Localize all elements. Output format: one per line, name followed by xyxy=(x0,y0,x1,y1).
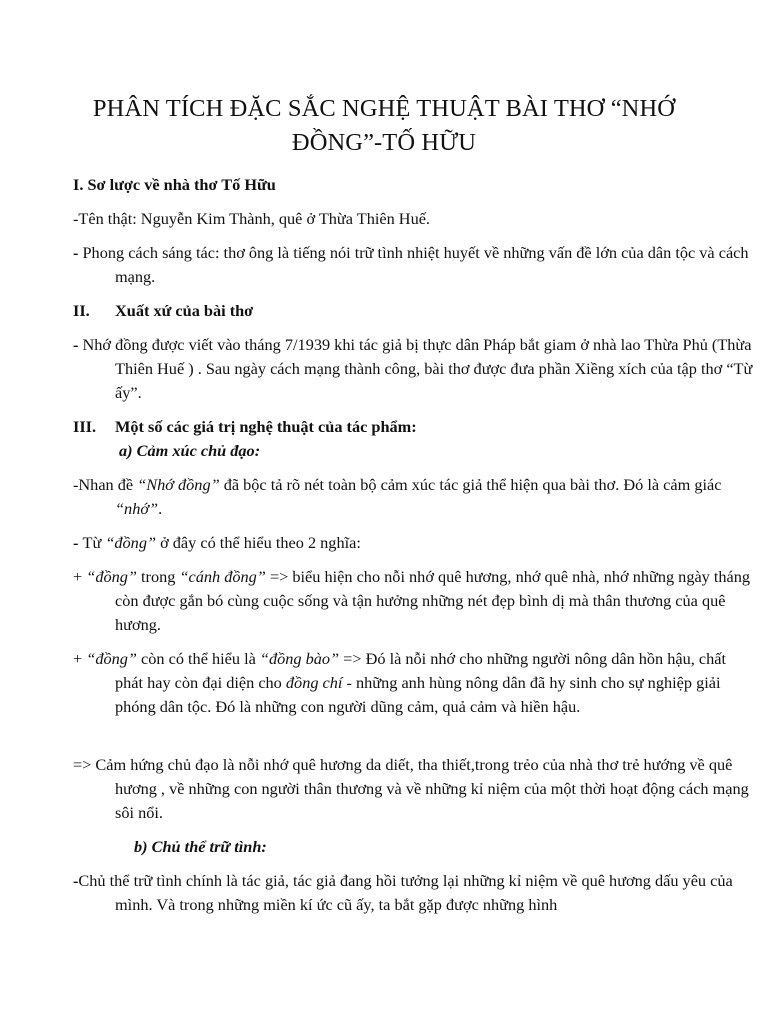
italic-quote: “đồng” xyxy=(86,649,137,668)
section-title: Một số các giá trị nghệ thuật của tác phẩm: xyxy=(115,417,417,436)
italic-quote: “đồng bào” xyxy=(259,649,340,668)
text-run: - những anh hùng nông dân đã hy sinh cho sự nghiệp giải phóng dân tộc. Đó là những con người dũng cảm, quả cảm và hiền hậu. xyxy=(115,673,721,716)
section-3-conclusion: => Cảm hứng chủ đạo là nỗi nhớ quê hương da diết, tha thiết,trong trẻo của nhà thơ trẻ hướng về quê hương , về những con người thân thương và về những kỉ niệm của một thời hoạt động cách mạng sôi nổi. xyxy=(73,755,749,822)
section-title: Xuất xứ của bài thơ xyxy=(115,301,254,320)
dash-marker: - xyxy=(73,335,83,354)
title-line-2: ĐỒNG”-TỐ HỮU xyxy=(291,129,477,156)
italic-quote: “nhớ” xyxy=(115,499,159,518)
dash-marker: - xyxy=(73,533,83,552)
text-run: => biểu hiện cho nỗi nhớ quê hương, nhớ quê nhà, nhớ những ngày tháng còn được gắn bó cùng cuộc sống và tận hưởng những nét đẹp bình dị mà thân thương của quê hương. xyxy=(115,567,751,634)
section-3-paragraph-1 xyxy=(73,473,755,521)
text-run: Từ xyxy=(82,533,106,552)
dash-marker: - xyxy=(73,243,83,262)
dash-marker: - xyxy=(73,871,79,890)
paragraph-text: Nhớ đồng được viết vào tháng 7/1939 khi tác giả bị thực dân Pháp bắt giam ở nhà lao Thừa Phủ (Thừa Thiên Huế ) . Sau ngày cách mạng thành công, bài thơ được đưa phần Xiềng xích của tập thơ “Từ ấy”. xyxy=(82,335,753,402)
section-2-heading xyxy=(73,299,713,323)
text-run: + xyxy=(73,649,87,668)
section-3-paragraph-2 xyxy=(73,531,755,555)
italic-quote: “Nhớ đồng” xyxy=(137,475,220,494)
text-run: + xyxy=(73,567,87,586)
italic-quote: “đồng” xyxy=(105,533,157,552)
italic-quote: “đồng” xyxy=(86,567,137,586)
section-1-heading: I. Sơ lược về nhà thơ Tố Hữu xyxy=(73,175,276,194)
section-3-paragraph-4 xyxy=(73,647,755,719)
section-2-paragraph-1 xyxy=(73,333,755,405)
section-3-paragraph-6 xyxy=(73,869,755,917)
paragraph-text: Phong cách sáng tác: thơ ông là tiếng nói trữ tình nhiệt huyết về những vấn đề lớn của dân tộc và cách mạng. xyxy=(82,243,749,286)
italic-quote: đồng chí xyxy=(285,673,343,692)
text-run: trong xyxy=(136,567,180,586)
section-number: II. xyxy=(73,301,90,320)
text-run: . xyxy=(158,499,163,518)
subsection-b-heading: b) Chủ thể trữ tình: xyxy=(134,837,267,856)
text-run: ở đây có thể hiểu theo 2 nghĩa: xyxy=(156,533,361,552)
section-3-paragraph-3 xyxy=(73,565,755,637)
text-run: đã bộc tả rõ nét toàn bộ cảm xúc tác giả thể hiện qua bài thơ. Đó là cảm giác xyxy=(219,475,722,494)
section-1-paragraph-2 xyxy=(73,241,755,289)
document-title xyxy=(60,92,708,160)
paragraph-text: Chủ thể trữ tình chính là tác giả, tác giả đang hồi tưởng lại những kỉ niệm về quê hương dấu yêu của mình. Và trong những miền kí ức cũ ấy, ta bắt gặp được những hình xyxy=(78,871,733,914)
subsection-a-heading: a) Cảm xúc chủ đạo: xyxy=(119,441,261,460)
title-line-1: PHÂN TÍCH ĐẶC SẮC NGHỆ THUẬT BÀI THƠ “NHỚ xyxy=(92,95,676,122)
text-run: -Nhan đề xyxy=(73,475,138,494)
section-3-heading xyxy=(73,415,713,439)
italic-quote: “cánh đồng” xyxy=(179,567,266,586)
text-run: còn có thể hiểu là xyxy=(136,649,260,668)
section-1-paragraph-1: -Tên thật: Nguyễn Kim Thành, quê ở Thừa Thiên Huế. xyxy=(73,209,431,228)
text-run: => Đó là nỗi nhớ cho những người nông dân hồn hậu, chất phát hay còn đại diện cho xyxy=(115,649,727,692)
section-number: III. xyxy=(73,417,97,436)
